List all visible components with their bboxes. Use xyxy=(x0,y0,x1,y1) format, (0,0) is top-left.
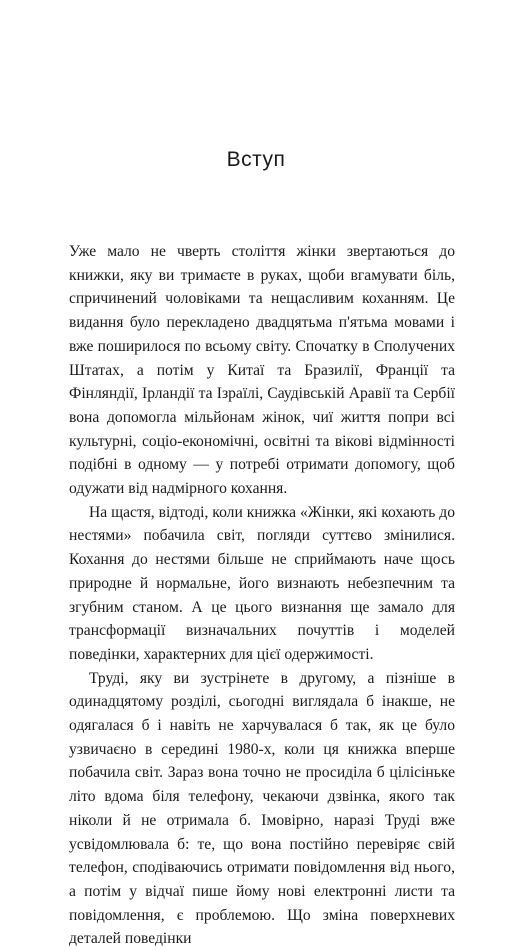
paragraph-3: Труді, яку ви зустрінете в другому, а пізніше в одинадцятому розділі, сьогодні виглядала б інакше, не одягалася б і навіть не харчувалася б так, як це було узвичаєно в середині 1980-х, коли ця книжка вперше побачила світ. Зараз вона точно не просиділа б цілісіньке літо вдома біля телефону, чекаючи дзвінка, якого так ніколи й не отримала б. Імовірно, наразі Труді вже усвідомлювала б: те, що вона постійно перевіряє свій телефон, сподіваючись отримати повідомлення від нього, а потім у відчаї пише йому нові електронні листи та повідомлення, є проблемою. Що зміна поверхневих деталей поведінки xyxy=(69,669,455,948)
body-text xyxy=(69,240,455,951)
paragraph-1: Уже мало не чверть століття жінки звертаються до книжки, яку ви тримаєте в руках, щоби вгамувати біль, спричинений чоловіками та нещасливим коханням. Це видання було перекладено двадцятьма п'ятьма мовами і вже поширилося по всьому світу. Спочатку в Сполучених Штатах, а потім у Китаї та Бразилії, Франції та Фінляндії, Ірландії та Ізраїлі, Саудівській Аравії та Сербії вона допомогла мільйонам жінок, чиї життя попри всі культурні, соціо-економічні, освітні та вікові відмінності подібні в одному — у потребі отримати допомогу, щоб одужати від надмірного кохання. xyxy=(69,243,455,498)
paragraph-2: На щастя, відтоді, коли книжка «Жінки, які кохають до нестями» побачила світ, погляди суттєво змінилися. Кохання до нестями більше не сприймають наче щось природне й нормальне, його визнають небезпечним та згубним станом. А це цього визнання ще замало для трансформації визначальних почуттів і моделей поведінки, характерних для цієї одержимості. xyxy=(69,503,455,663)
chapter-title: Вступ xyxy=(226,148,286,171)
